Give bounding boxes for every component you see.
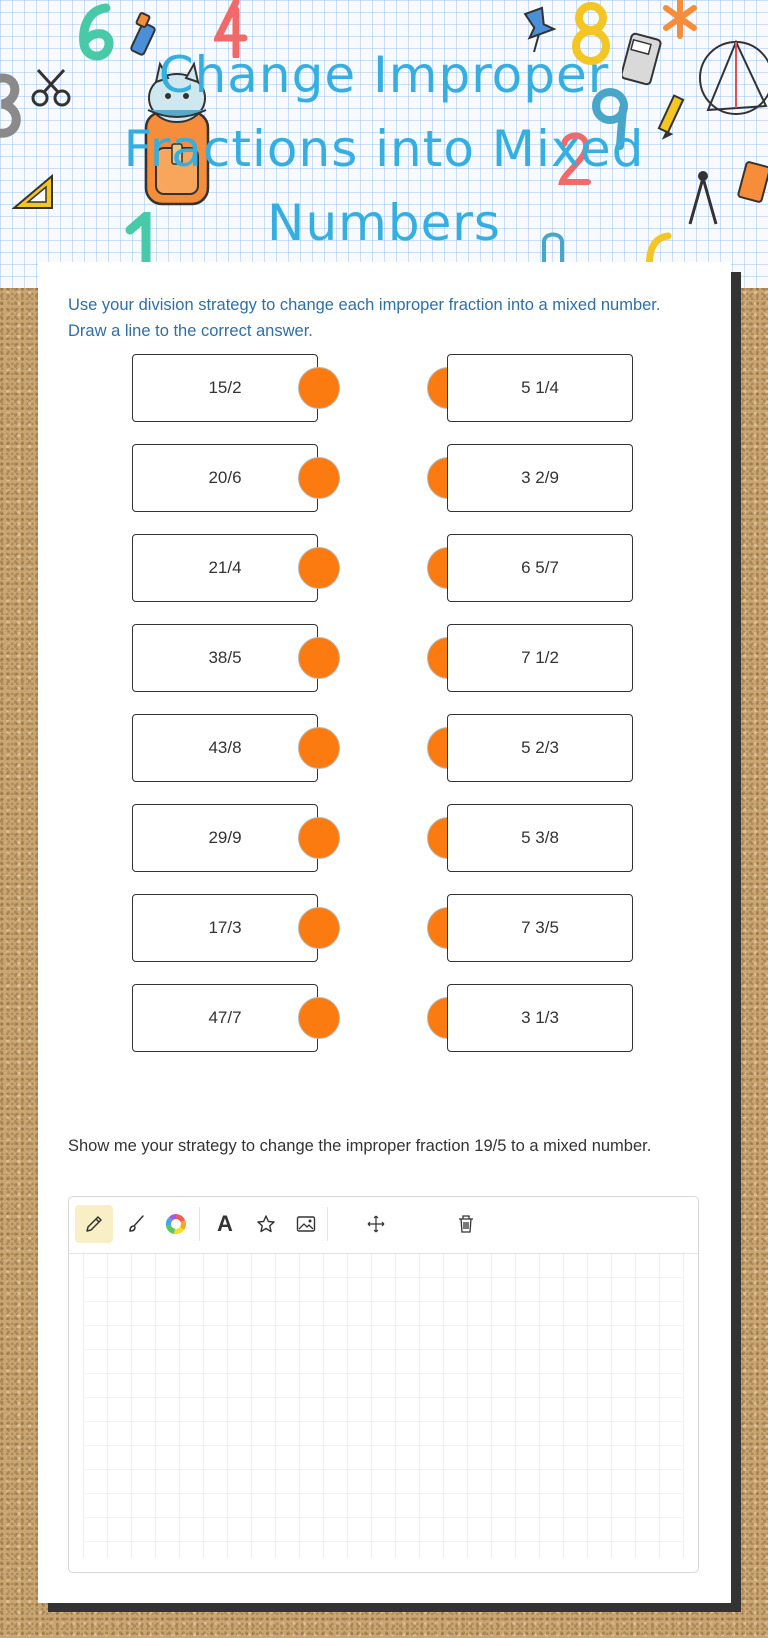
star-icon[interactable] [247,1205,285,1243]
brush-icon[interactable] [117,1205,155,1243]
title-line-2: Fractions into Mixed [123,120,645,178]
match-right-label: 3 2/9 [521,468,559,487]
move-icon[interactable] [357,1205,395,1243]
match-left-label: 43/8 [208,738,242,757]
header-banner [0,0,768,288]
match-right-item [447,624,633,692]
match-left-label: 29/9 [208,828,242,847]
match-right-label: 7 1/2 [521,648,559,667]
match-left-connector[interactable] [298,457,340,499]
match-right-item [447,444,633,512]
match-left-item [132,444,318,512]
instructions-text: Use your division strategy to change each improper fraction into a mixed number. Draw a line to the correct answer. [68,296,661,340]
match-left-item [132,354,318,422]
match-right-item [447,354,633,422]
match-right-item [447,984,633,1052]
match-left-item [132,534,318,602]
match-left-label: 38/5 [208,648,242,667]
question-text: Show me your strategy to change the improper fraction 19/5 to a mixed number. [68,1137,652,1155]
toolbar-divider [327,1207,328,1241]
text-icon[interactable]: A [217,1211,233,1236]
match-right-item [447,714,633,782]
match-right-item [447,534,633,602]
match-left-label: 17/3 [208,918,242,937]
title-line-1: Change Improper [158,46,610,104]
match-left-connector[interactable] [298,907,340,949]
match-left-connector[interactable] [298,547,340,589]
drawing-area[interactable] [83,1253,684,1558]
match-left-item [132,984,318,1052]
match-right-item [447,804,633,872]
star-ornament-icon [662,0,698,40]
match-left-item [132,624,318,692]
toolbar-divider [199,1207,200,1241]
match-right-label: 7 3/5 [521,918,559,937]
drawing-canvas [68,1196,699,1573]
match-right-label: 6 5/7 [521,558,559,577]
trash-icon[interactable] [447,1205,485,1243]
match-right-label: 3 1/3 [521,1008,559,1027]
drawing-toolbar [69,1197,698,1254]
match-left-label: 47/7 [208,1008,242,1027]
match-left-label: 20/6 [208,468,242,487]
match-left-connector[interactable] [298,727,340,769]
match-left-label: 21/4 [208,558,242,577]
match-left-connector[interactable] [298,367,340,409]
match-right-label: 5 2/3 [521,738,559,757]
match-right-label: 5 3/8 [521,828,559,847]
pencil-icon[interactable] [75,1205,113,1243]
match-left-connector[interactable] [298,817,340,859]
color-wheel-icon[interactable] [157,1205,195,1243]
match-left-connector[interactable] [298,637,340,679]
match-right-item [447,894,633,962]
match-left-item [132,714,318,782]
match-left-item [132,804,318,872]
match-left-label: 15/2 [208,378,242,397]
title-line-3: Numbers [267,194,501,252]
match-left-item [132,894,318,962]
image-icon[interactable] [287,1205,325,1243]
match-left-connector[interactable] [298,997,340,1039]
match-right-label: 5 1/4 [521,378,559,397]
page-title [0,38,768,260]
